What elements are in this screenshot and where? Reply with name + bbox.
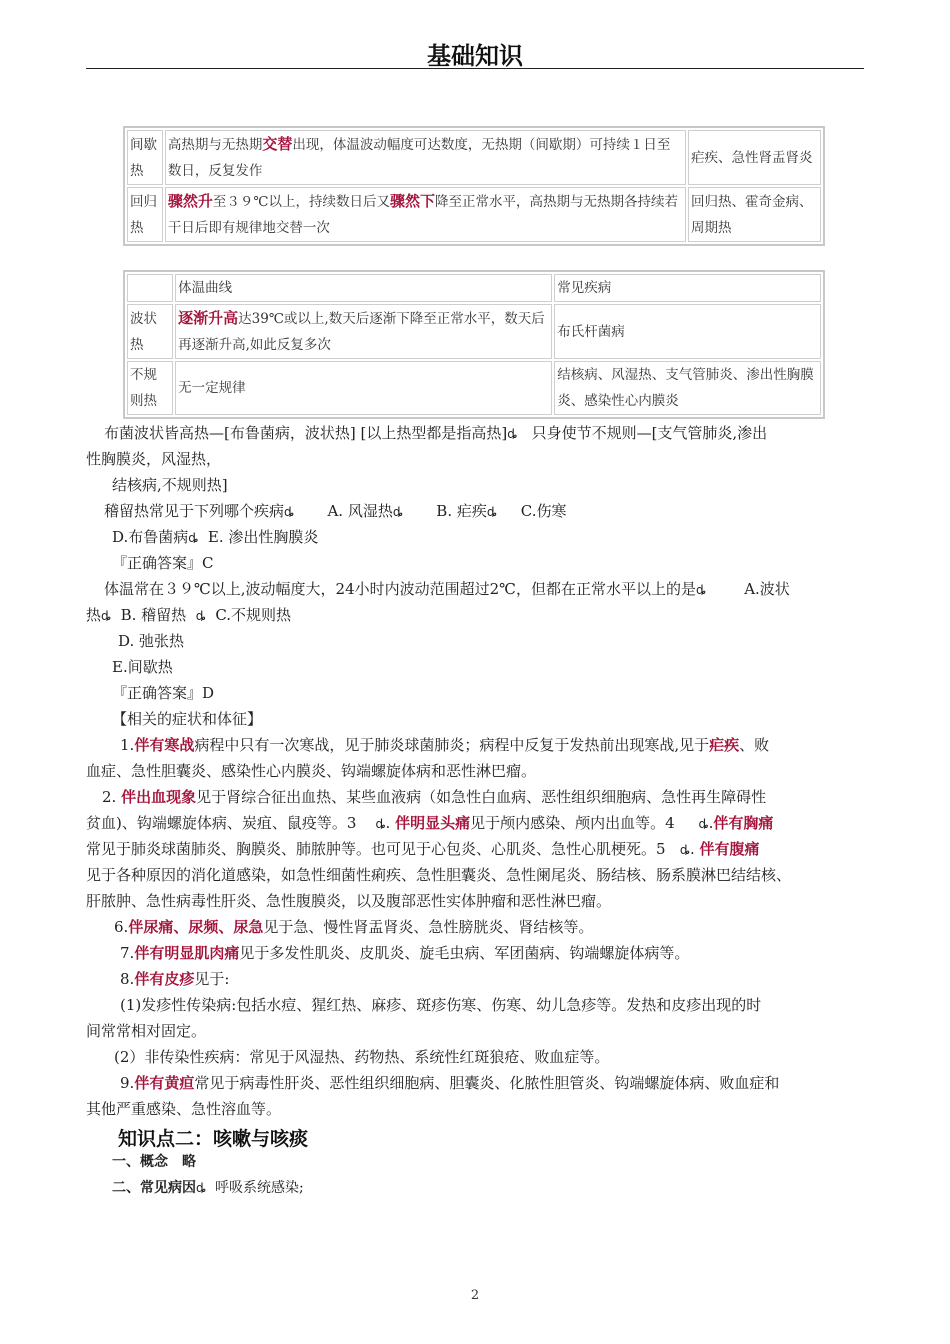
page-header-title: 基础知识	[427, 42, 523, 70]
question-text: 体温常在３９℃以上,波动幅度大，24小时内波动范围超过2℃，但都在正常水平以上的是	[104, 580, 696, 598]
desc-highlight: 交替	[262, 135, 293, 153]
symptom-2-cont: 肝脓肿、急性病毒性肝炎、急性腹膜炎，以及腹部恶性实体肿瘤和恶性淋巴瘤。	[86, 892, 612, 910]
option-d: D.布鲁菌病	[112, 528, 189, 546]
option-b: B. 疟疾	[436, 502, 487, 520]
header-cell: 常见疾病	[554, 274, 821, 302]
question-2	[104, 579, 790, 600]
option-c: C.伤寒	[520, 502, 567, 520]
fever-desc-cell	[165, 187, 686, 242]
fever-name-cell: 间歇热	[127, 130, 163, 185]
section-heading: 【相关的症状和体征】	[112, 710, 263, 728]
highlight: 疟疾	[709, 736, 740, 754]
page-number: 2	[470, 1288, 480, 1303]
text: 见于肾综合征出血热、某些血液病（如急性白血病、恶性组织细胞病、急性再生障碍性	[196, 788, 767, 806]
option-a: A.波状	[744, 580, 790, 598]
arrow-glyph: ȡ	[507, 427, 518, 441]
desc-highlight: 逐渐升高	[178, 309, 239, 327]
table-row	[127, 130, 821, 185]
desc-text: 出现，体温波动幅度可达数度，无热期（间歇期）可持续１日至数日，反复发作	[167, 137, 671, 179]
text: 布菌波状皆高热—[布鲁菌病，波状热] [以上热型都是指高热]	[104, 424, 508, 442]
symptom-6	[114, 917, 593, 937]
fever-name-cell: 不规则热	[127, 361, 173, 415]
symptom-7	[120, 943, 689, 963]
fever-name-cell: 波状热	[127, 304, 173, 359]
symptom-2-cont: 贫血)、钩端螺旋体病、炭疽、鼠疫等。3 ȡ. 伴明显头痛见于颅内感染、颅内出血等。4 ȡ.伴有胸痛	[86, 814, 774, 832]
table-row	[127, 304, 821, 359]
symptom-8-item-1-cont: 间常常相对固定。	[86, 1022, 207, 1040]
highlight: 伴有腹痛	[699, 840, 760, 858]
text: 贫血)、钩端螺旋体病、炭疽、鼠疫等。3	[86, 814, 357, 832]
text: 1.	[120, 736, 135, 754]
text: 只身使节不规则—[支气管肺炎,渗出	[531, 424, 768, 442]
mnemonic-line: 性胸膜炎，风湿热，	[86, 450, 222, 468]
arrow-glyph: ȡ	[196, 1181, 207, 1195]
mnemonic-line	[104, 423, 767, 444]
header-rule	[86, 68, 864, 69]
text: 常见于病毒性肝炎、恶性组织细胞病、胆囊炎、化脓性胆管炎、钩端螺旋体病、败血症和	[194, 1074, 780, 1092]
symptom-2	[102, 787, 766, 807]
fever-type-table-1	[123, 126, 825, 246]
header-cell: 体温曲线	[175, 274, 552, 302]
desc-highlight: 骤然下	[389, 192, 435, 210]
option-d: D. 弛张热	[118, 632, 185, 650]
table-row	[127, 361, 821, 415]
text: 8.	[120, 970, 135, 988]
option-a: A. 风湿热	[327, 502, 393, 520]
highlight: 伴有明显肌肉痛	[134, 944, 240, 962]
desc-text: 达39℃或以上,数天后逐渐下降至正常水平，数天后再逐渐升高,如此反复多次	[178, 311, 545, 353]
text: 见于多发性肌炎、皮肌炎、旋毛虫病、军团菌病、钩端螺旋体病等。	[239, 944, 690, 962]
fever-desc-cell	[175, 304, 552, 359]
symptom-8-item-1: (1)发疹性传染病:包括水痘、猩红热、麻疹、斑疹伤寒、伤寒、幼儿急疹等。发热和皮疹出现的时	[120, 996, 762, 1014]
symptom-2-cont: 常见于肺炎球菌肺炎、胸膜炎、肺脓肿等。也可见于心包炎、心肌炎、急性心肌梗死。5 ȡ. 伴有腹痛	[86, 840, 760, 858]
symptom-9	[120, 1073, 779, 1093]
symptom-1	[120, 735, 769, 755]
question-text: 稽留热常见于下列哪个疾病	[104, 502, 285, 520]
option-e: E. 渗出性胸膜炎	[207, 528, 319, 546]
mnemonic-line: 结核病,不规则热]	[112, 476, 228, 494]
fever-desc-cell	[165, 130, 686, 185]
option-c: C.不规则热	[215, 606, 292, 624]
text: 9.	[120, 1074, 135, 1092]
table-row	[127, 187, 821, 242]
knowledge-point-title: 知识点二：咳嗽与咳痰	[118, 1128, 309, 1150]
symptom-8	[120, 969, 229, 989]
arrow-glyph: ȡ	[698, 817, 709, 831]
highlight: 伴有皮疹	[134, 970, 195, 988]
option-a-cont: 热	[86, 606, 102, 624]
fever-disease-cell: 疟疾、急性肾盂肾炎	[688, 130, 821, 185]
arrow-glyph: ȡ	[695, 583, 707, 597]
subheading-concept: 一、概念 略	[112, 1154, 196, 1170]
symptom-2-cont: 见于各种原因的消化道感染，如急性细菌性痢疾、急性胆囊炎、急性阑尾炎、肠结核、肠系膜淋巴结结核、	[86, 866, 792, 884]
arrow-glyph: ȡ	[284, 505, 295, 519]
option-b: B. 稽留热	[120, 606, 187, 624]
desc-text: 高热期与无热期	[167, 137, 263, 153]
arrow-glyph: ȡ	[486, 505, 497, 519]
subheading-causes	[112, 1178, 304, 1198]
text: 见于急、慢性肾盂肾炎、急性膀胱炎、肾结核等。	[263, 918, 594, 936]
symptom-1-cont: 血症、急性胆囊炎、感染性心内膜炎、钩端螺旋体病和恶性淋巴瘤。	[86, 762, 537, 780]
fever-disease-cell: 回归热、霍奇金病、周期热	[688, 187, 821, 242]
text: 6.	[114, 918, 129, 936]
text: 2.	[102, 788, 122, 806]
text: 病程中只有一次寒战，见于肺炎球菌肺炎；病程中反复于发热前出现寒战,见于	[194, 736, 710, 754]
text: 、败	[739, 736, 770, 754]
fever-disease-cell: 布氏杆菌病	[554, 304, 821, 359]
arrow-glyph: ȡ	[679, 843, 690, 857]
text: 见于:	[194, 970, 230, 988]
symptom-9-cont: 其他严重感染、急性溶血等。	[86, 1100, 282, 1118]
highlight: 伴尿痛、尿频、尿急	[128, 918, 264, 936]
arrow-glyph: ȡ	[195, 609, 206, 623]
highlight: 伴有寒战	[134, 736, 195, 754]
subheading-text: 二、常见病因	[112, 1180, 196, 1196]
fever-disease-cell: 结核病、风湿热、支气管肺炎、渗出性胸膜炎、感染性心内膜炎	[554, 361, 821, 415]
desc-highlight: 骤然升	[167, 192, 213, 210]
answer-2: 『正确答案』D	[112, 684, 215, 702]
arrow-glyph: ȡ	[375, 817, 386, 831]
question-2-options	[86, 605, 291, 626]
desc-text: 降至正常水平，高热期与无热期各持续若干日后即有规律地交替一次	[167, 194, 678, 236]
option-e: E.间歇热	[112, 658, 173, 676]
desc-text: 至３９℃以上，持续数日后又	[212, 194, 390, 210]
highlight: 伴有胸痛	[713, 814, 774, 832]
fever-type-table-2	[123, 270, 825, 419]
question-1-options	[112, 527, 318, 548]
text: 见于颅内感染、颅内出血等。4	[470, 814, 675, 832]
fever-desc-cell: 无一定规律	[175, 361, 552, 415]
highlight: 伴出血现象	[121, 788, 197, 806]
symptom-8-item-2: (2）非传染性疾病：常见于风湿热、药物热、系统性红斑狼疮、败血症等。	[114, 1048, 610, 1066]
question-1	[104, 501, 566, 522]
header-cell	[127, 274, 173, 302]
fever-name-cell: 回归热	[127, 187, 163, 242]
text: 常见于肺炎球菌肺炎、胸膜炎、肺脓肿等。也可见于心包炎、心肌炎、急性心肌梗死。5	[86, 840, 666, 858]
arrow-glyph: ȡ	[392, 505, 403, 519]
text: 7.	[120, 944, 135, 962]
highlight: 伴明显头痛	[395, 814, 471, 832]
arrow-glyph: ȡ	[101, 609, 112, 623]
answer-1: 『正确答案』C	[112, 554, 214, 572]
table-header-row	[127, 274, 821, 302]
text: 呼吸系统感染;	[214, 1180, 304, 1196]
arrow-glyph: ȡ	[188, 531, 199, 545]
highlight: 伴有黄疸	[134, 1074, 195, 1092]
